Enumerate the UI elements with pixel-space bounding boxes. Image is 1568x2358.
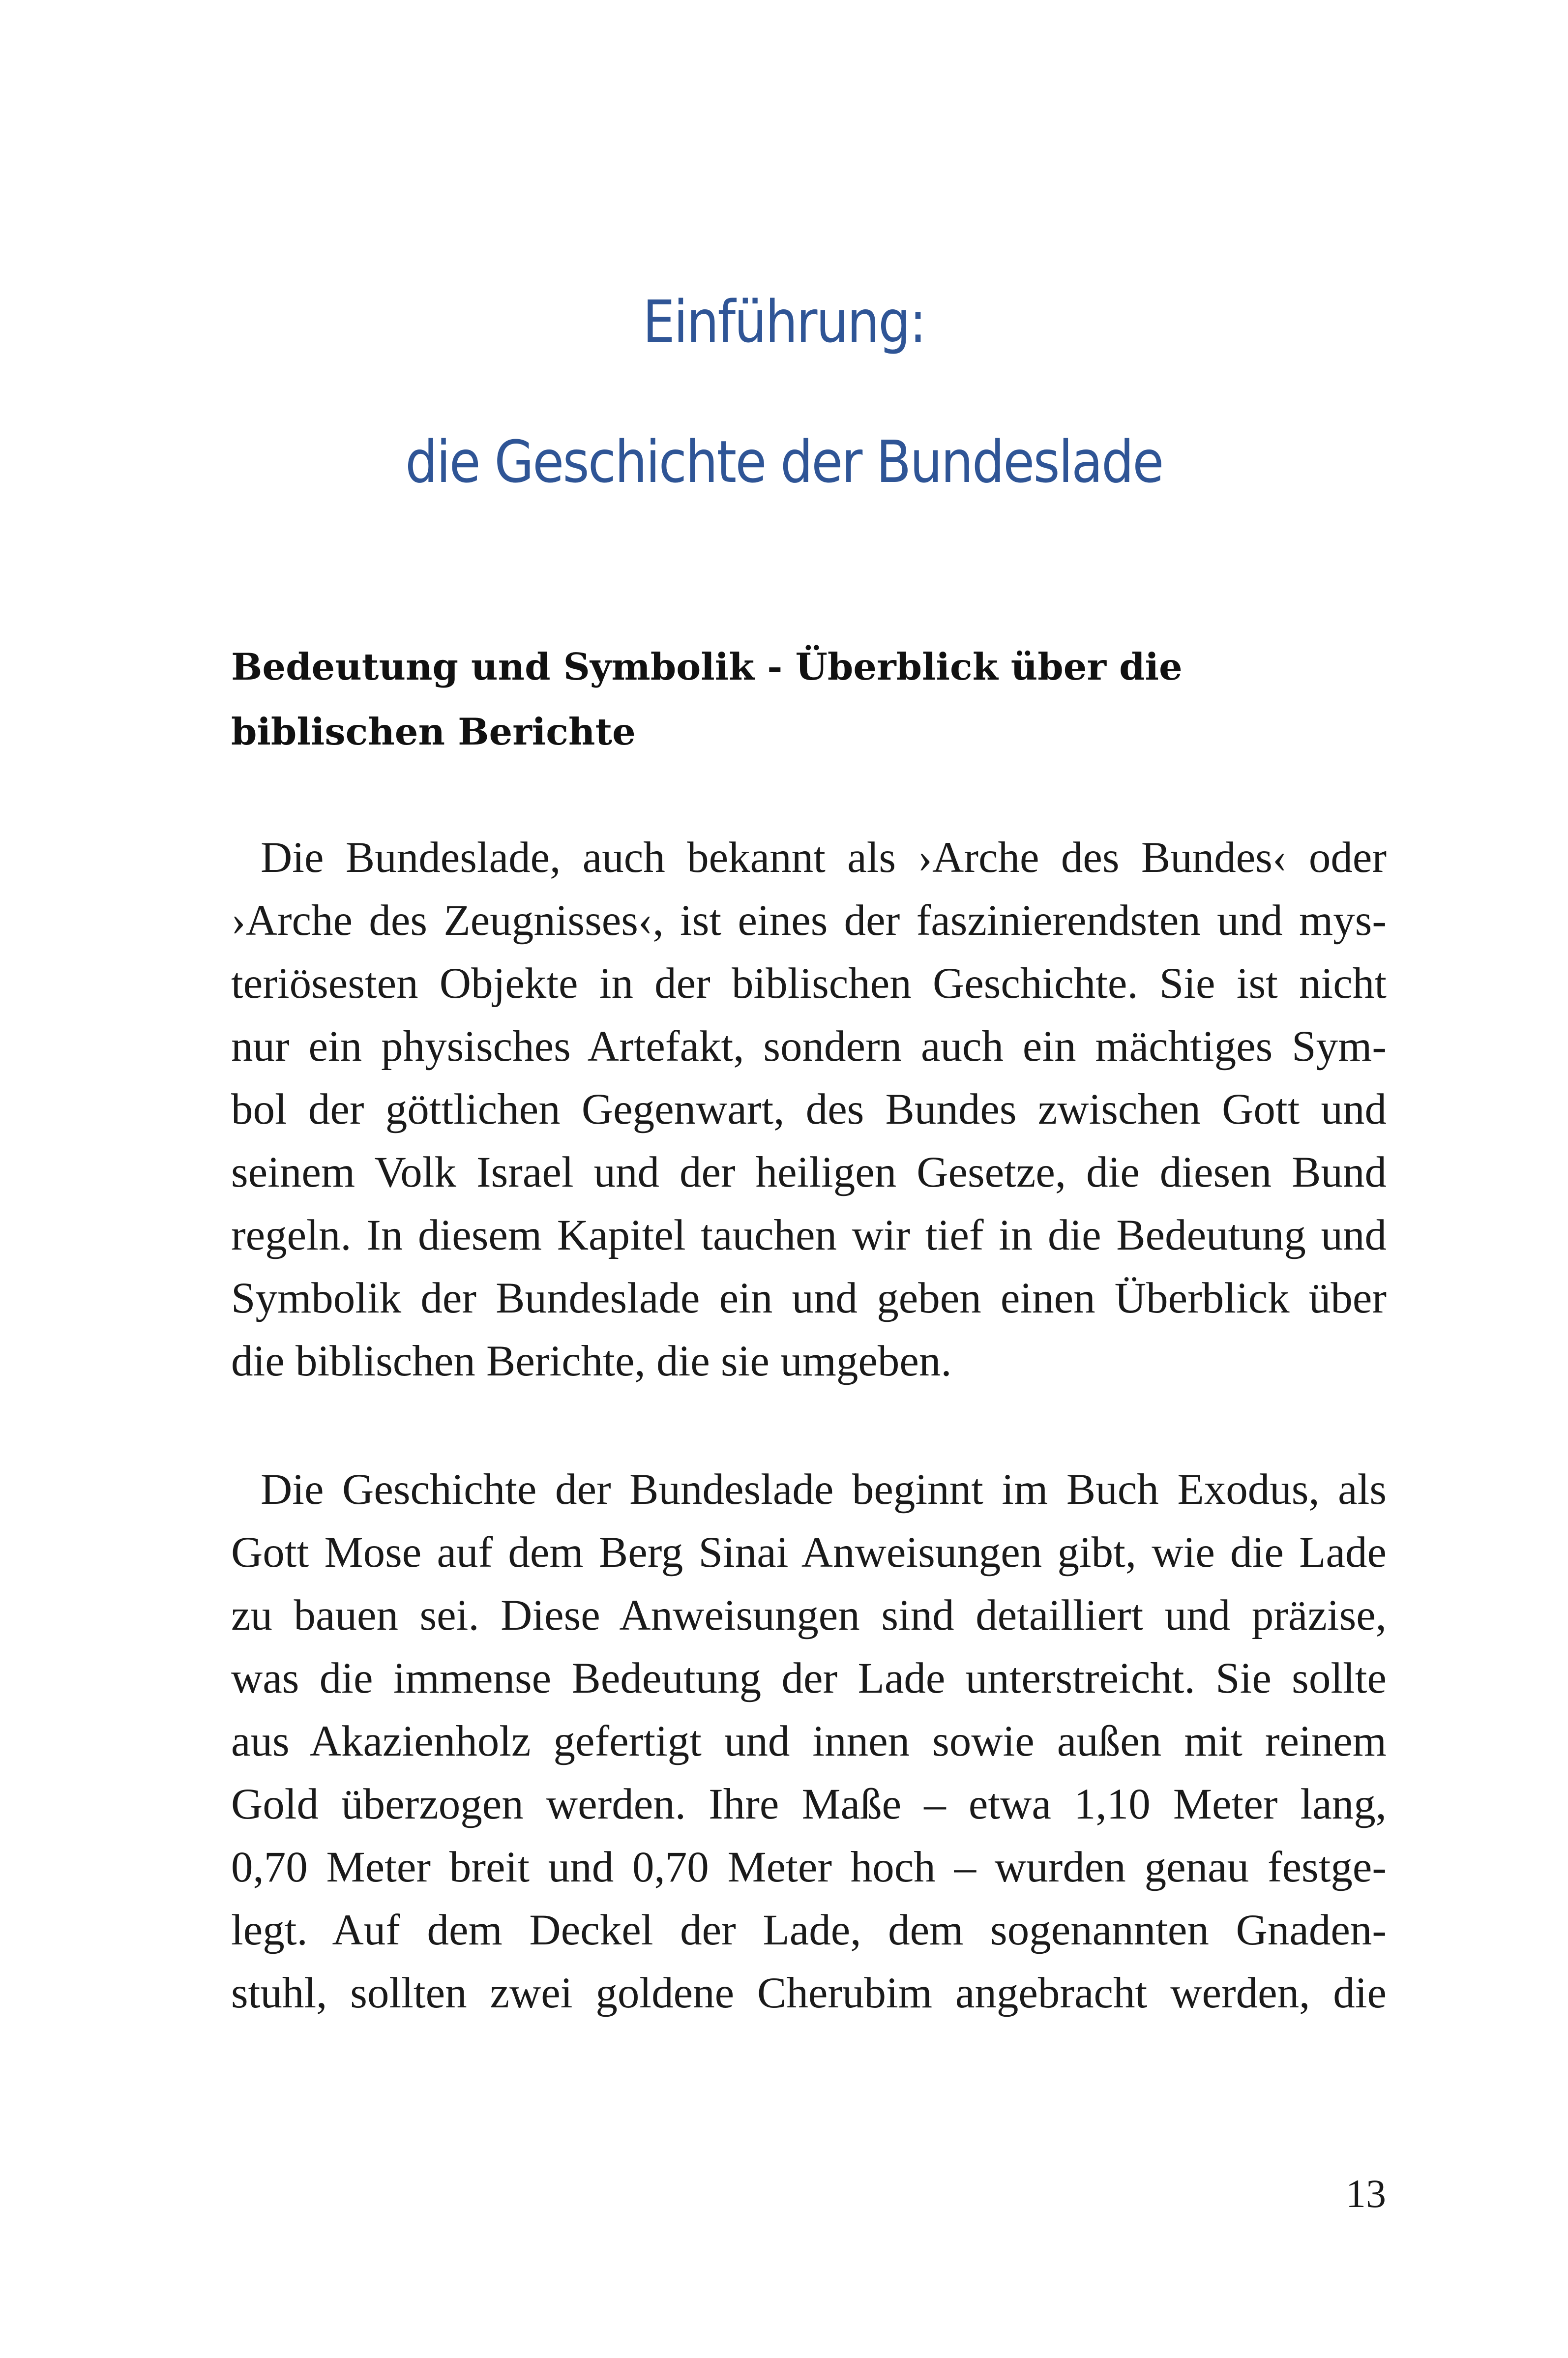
paragraph-line: seinem Volk Israel und der heiligen Gesetze, die diesen Bund <box>231 1148 1387 1196</box>
paragraph-line: was die immense Bedeutung der Lade unterstreicht. Sie sollte <box>231 1654 1387 1702</box>
page-number: 13 <box>1346 2171 1386 2216</box>
paragraph-line: nur ein physisches Artefakt, sondern auch ein mächtiges Sym- <box>231 1022 1387 1071</box>
paragraph-line: aus Akazienholz gefertigt und innen sowie außen mit reinem <box>231 1717 1387 1765</box>
paragraph-line: bol der göttlichen Gegenwart, des Bundes zwischen Gott und <box>231 1085 1387 1134</box>
paragraph-line: Gold überzogen werden. Ihre Maße – etwa 1,10 Meter lang, <box>231 1780 1387 1828</box>
chapter-title-line-2: die Geschichte der Bundeslade <box>405 428 1163 496</box>
paragraph-line: zu bauen sei. Diese Anweisungen sind detailliert und präzise, <box>231 1591 1387 1640</box>
paragraph-line: regeln. In diesem Kapitel tauchen wir tief in die Bedeutung und <box>231 1211 1387 1259</box>
paragraph-line: Symbolik der Bundeslade ein und geben einen Überblick über <box>231 1274 1387 1322</box>
paragraph-line: Die Geschichte der Bundeslade beginnt im Buch Exodus, als <box>261 1465 1387 1514</box>
paragraph-line: 0,70 Meter breit und 0,70 Meter hoch – wurden genau festge- <box>231 1843 1387 1891</box>
paragraph-1 <box>231 826 1387 1393</box>
paragraph-line: legt. Auf dem Deckel der Lade, dem sogenannten Gnaden- <box>231 1906 1387 1954</box>
paragraph-line: Gott Mose auf dem Berg Sinai Anweisungen gibt, wie die Lade <box>231 1528 1387 1577</box>
paragraph-line: ›Arche des Zeugnisses‹, ist eines der faszinierendsten und mys- <box>231 896 1387 945</box>
paragraph-line: stuhl, sollten zwei goldene Cherubim angebracht werden, die <box>231 1969 1387 2017</box>
paragraph-line: Die Bundeslade, auch bekannt als ›Arche des Bundes‹ oder <box>261 834 1387 882</box>
paragraph-2 <box>231 1458 1387 2025</box>
paragraph-line: die biblischen Berichte, die sie umgeben. <box>231 1337 952 1385</box>
chapter-title-line-1: Einführung: <box>643 288 925 356</box>
section-heading: Bedeutung und Symbolik - Überblick über die biblischen Berichte <box>231 645 1183 753</box>
paragraph-line: teriösesten Objekte in der biblischen Geschichte. Sie ist nicht <box>231 959 1387 1008</box>
